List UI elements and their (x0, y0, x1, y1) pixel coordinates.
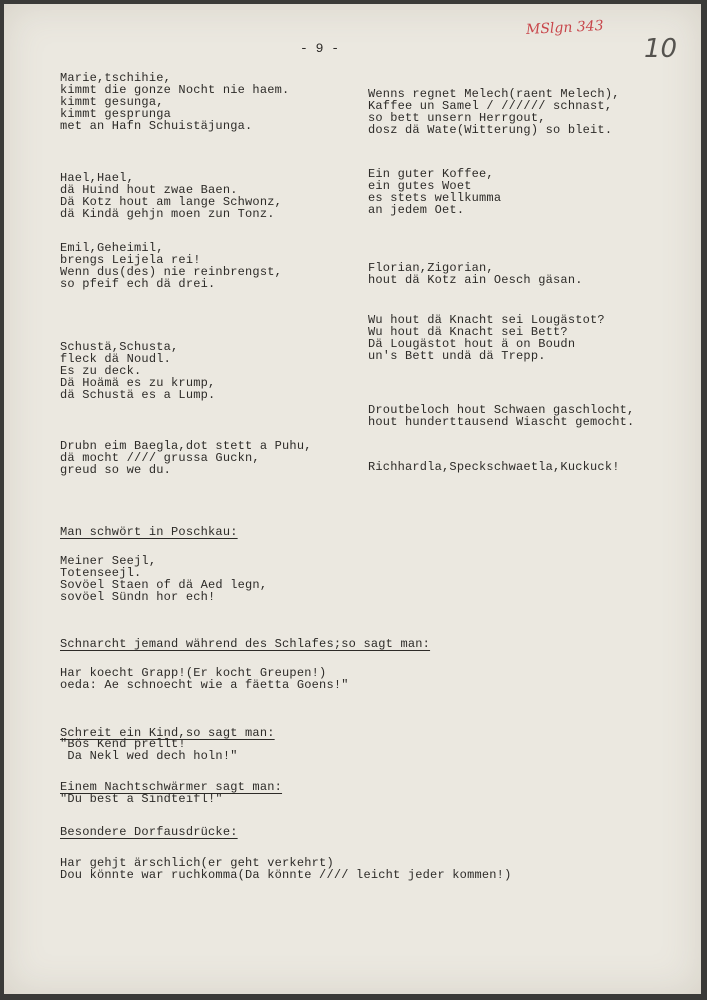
verse-line: so bett unsern Herrgout, (368, 111, 546, 125)
verse-line: Dä Kotz hout am lange Schwonz, (60, 195, 283, 209)
section-line: Sovöel Staen of dä Aed legn, (60, 578, 268, 592)
section-line: oeda: Ae schnoecht wie a fäetta Goens!" (60, 678, 349, 692)
folio-number: 10 (644, 34, 678, 64)
verse-line: kimmt gesprunga (60, 107, 172, 121)
verse-line: Emil,Geheimil, (60, 241, 164, 255)
section-line: sovöel Sündn hor ech! (60, 590, 216, 604)
section-line: "Bös Kend prellt! (60, 737, 186, 751)
verse-line: Wu hout dä Knacht sei Bett? (368, 325, 568, 339)
section-line: Totenseejl. (60, 566, 142, 580)
verse-line: Wenns regnet Melech(raent Melech), (368, 87, 620, 101)
verse-line: dä Schustä es a Lump. (60, 388, 216, 402)
verse-line: Drubn eim Baegla,dot stett a Puhu, (60, 439, 312, 453)
section-line: Dou könnte war ruchkomma(Da könnte //// leicht jeder kommen!) (60, 868, 512, 882)
section-heading: Schreit ein Kind,so sagt man: (60, 726, 275, 740)
section-heading: Man schwört in Poschkau: (60, 525, 238, 539)
verse-line: Schustä,Schusta, (60, 340, 179, 354)
archive-mark: MSlgn 343 (525, 17, 604, 39)
verse-line: un's Bett undä dä Trepp. (368, 349, 546, 363)
verse-line: kimmt die gonze Nocht nie haem. (60, 83, 290, 97)
section-line: Har koecht Grapp!(Er kocht Greupen!) (60, 666, 327, 680)
page-number: - 9 - (300, 41, 340, 56)
verse-line: Kaffee un Samel / ////// schnast, (368, 99, 613, 113)
verse-line: dä mocht //// grussa Guckn, (60, 451, 260, 465)
verse-line: Es zu deck. (60, 364, 142, 378)
verse-line: Hael,Hael, (60, 171, 135, 185)
verse-line: es stets wellkumma (368, 191, 502, 205)
verse-line: Dä Lougästot hout ä on Boudn (368, 337, 576, 351)
verse-line: Ein guter Koffee, (368, 167, 494, 181)
verse-line: met an Hafn Schuistäjunga. (60, 119, 253, 133)
verse-line: greud so we du. (60, 463, 172, 477)
section-line: Har gehjt ärschlich(er geht verkehrt) (60, 856, 334, 870)
verse-line: Dä Hoämä es zu krump, (60, 376, 216, 390)
verse-line: dä Huind hout zwae Baen. (60, 183, 238, 197)
verse-line: brengs Leijela rei! (60, 253, 201, 267)
verse-line: hout dä Kotz ain Oesch gäsan. (368, 273, 583, 287)
verse-line: Wenn dus(des) nie reinbrengst, (60, 265, 283, 279)
section-heading: Einem Nachtschwärmer sagt man: (60, 780, 283, 794)
verse-line: Wu hout dä Knacht sei Lougästot? (368, 313, 605, 327)
verse-line: Florian,Zigorian, (368, 261, 494, 275)
verse-line: so pfeif ech dä drei. (60, 277, 216, 291)
verse-line: fleck dä Noudl. (60, 352, 172, 366)
verse-line: dä Kindä gehjn moen zun Tonz. (60, 207, 275, 221)
section-heading: Schnarcht jemand während des Schlafes;so sagt man: (60, 637, 431, 651)
verse-line: Richhardla,Speckschwaetla,Kuckuck! (368, 460, 620, 474)
verse-line: ein gutes Woet (368, 179, 472, 193)
verse-line: kimmt gesunga, (60, 95, 164, 109)
section-heading: Besondere Dorfausdrücke: (60, 825, 238, 839)
section-line: Da Nekl wed dech holn!" (60, 749, 238, 763)
verse-line: Droutbeloch hout Schwaen gaschlocht, (368, 403, 635, 417)
section-line: Meiner Seejl, (60, 554, 157, 568)
document-page (4, 4, 701, 994)
verse-line: Marie,tschihie, (60, 71, 172, 85)
section-line: "Du best a Sindteifl!" (60, 792, 223, 806)
verse-line: dosz dä Wate(Witterung) so bleit. (368, 123, 613, 137)
verse-line: hout hunderttausend Wiascht gemocht. (368, 415, 635, 429)
verse-line: an jedem Oet. (368, 203, 465, 217)
